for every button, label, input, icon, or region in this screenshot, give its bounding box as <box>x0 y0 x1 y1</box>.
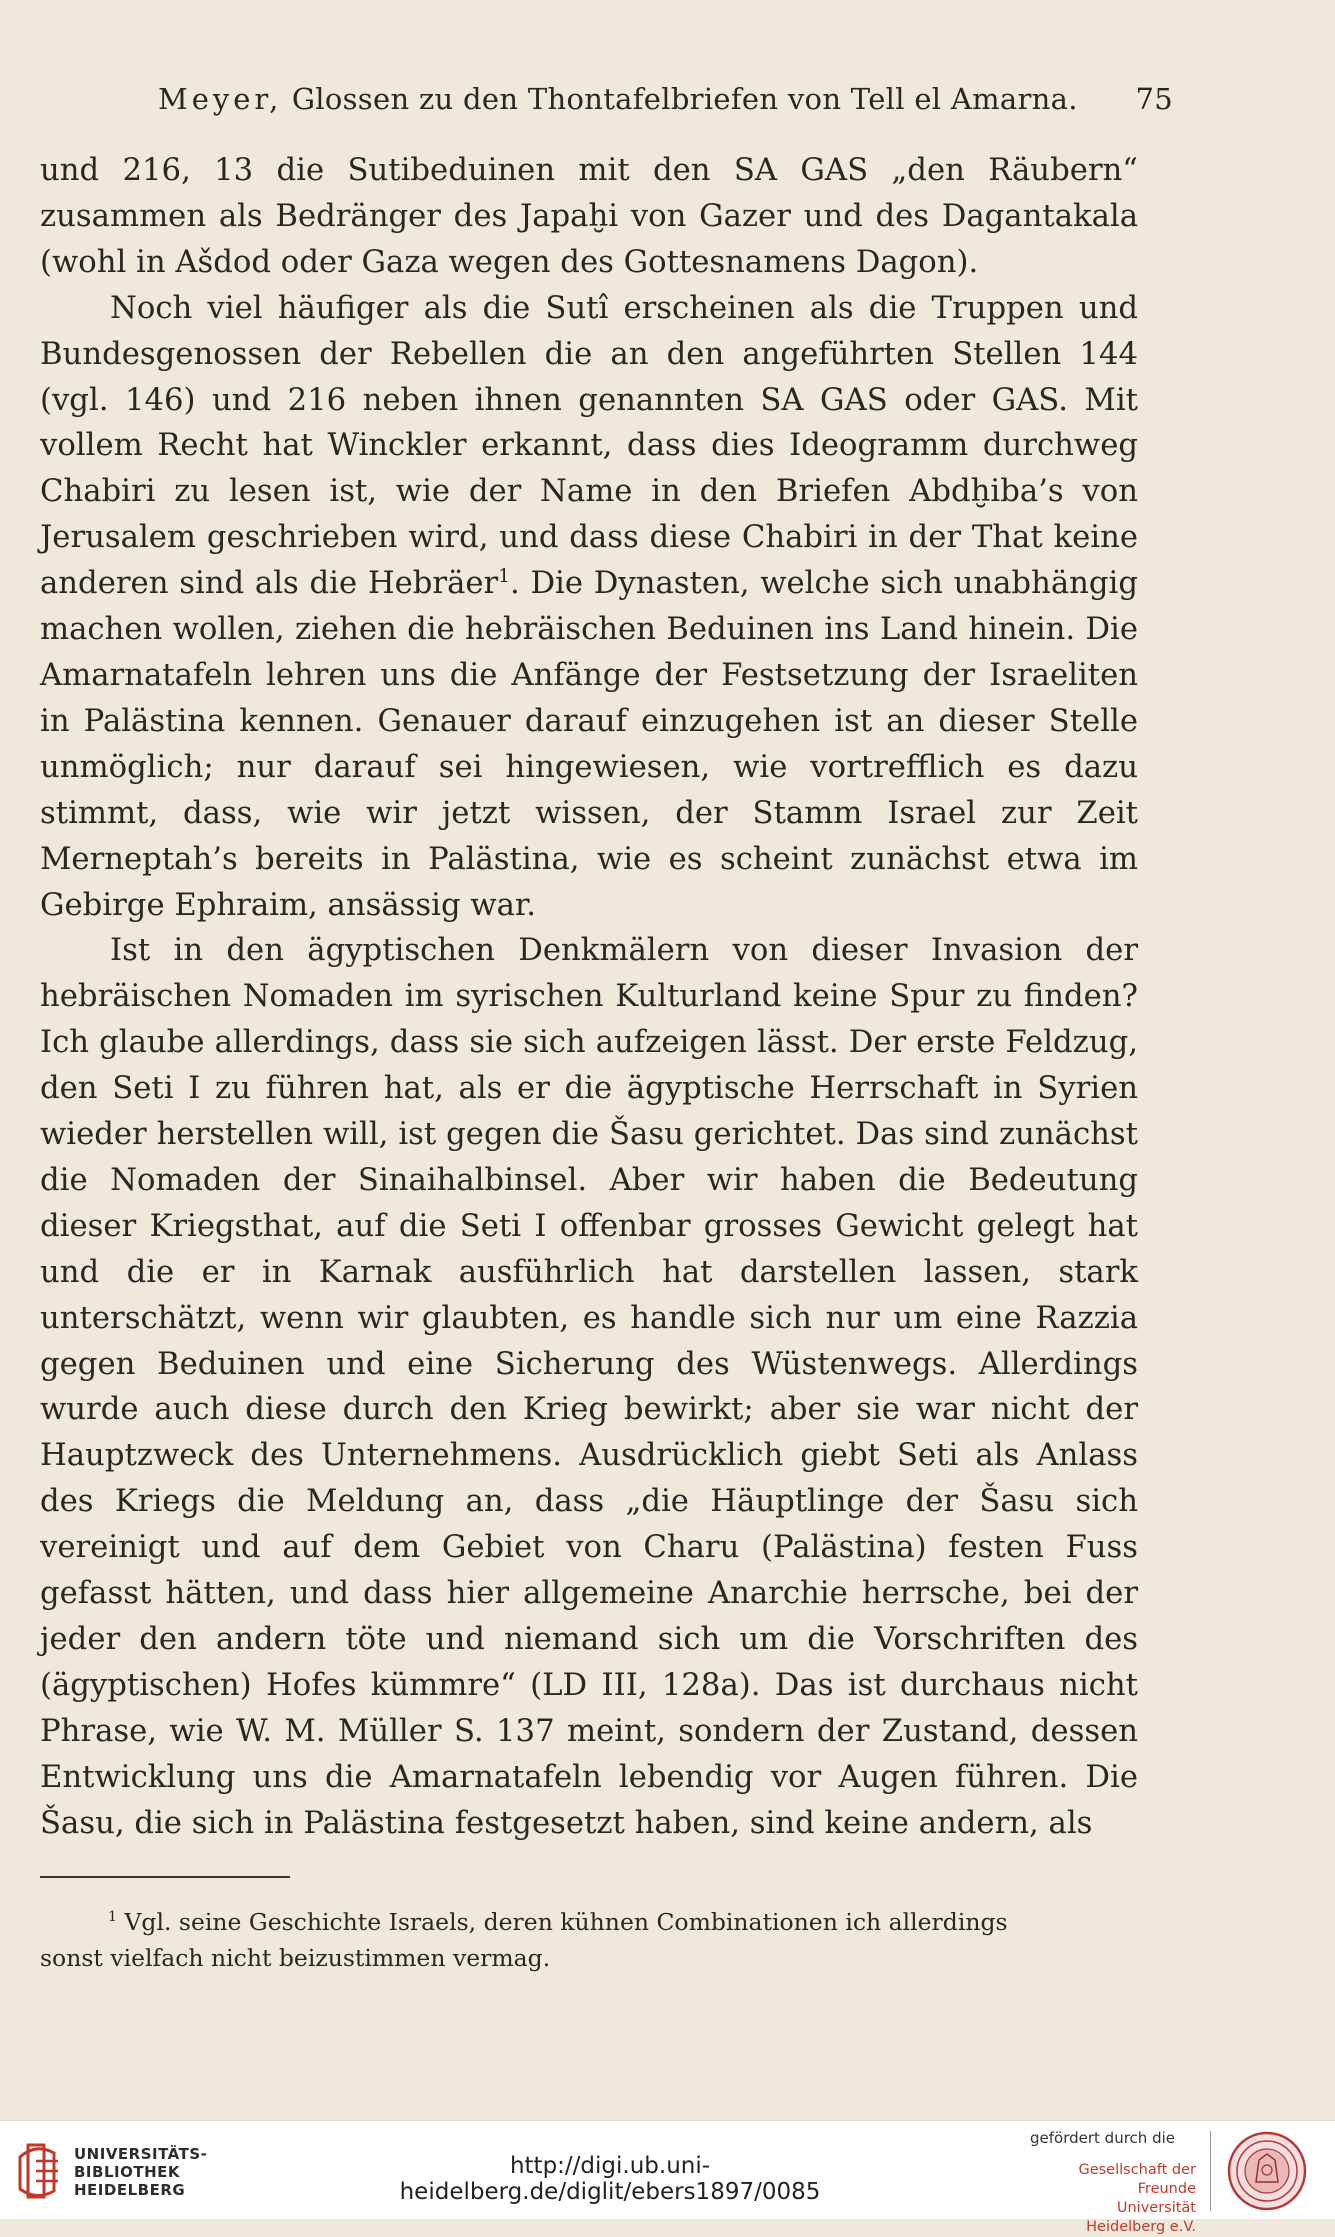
paragraph-3: Ist in den ägyptischen Denkmälern von dieser Invasion der hebräischen Nomaden im syrischen Kulturland keine Spur zu finden? Ich glaube allerdings, dass sie sich aufzeigen lässt. Der erste Feldzug, den Seti I zu führen hat, als er die ägyptische Herrschaft in Syrien wieder herstellen will, ist gegen die Šasu gerichtet. Das sind zunächst die Nomaden der Sinaihalbinsel. Aber wir haben die Bedeutung dieser Kriegsthat, auf die Seti I offenbar grosses Gewicht gelegt hat und die er in Karnak ausführlich hat darstellen lassen, stark unterschätzt, wenn wir glaubten, es handle sich nur um eine Razzia gegen Beduinen und eine Sicherung des Wüstenwegs. Allerdings wurde auch diese durch den Krieg bewirkt; aber sie war nicht der Hauptzweck des Unternehmens. Ausdrücklich giebt Seti als Anlass des Kriegs die Meldung an, dass „die Häuptlinge der Šasu sich vereinigt und auf dem Gebiet von Charu (Palästina) festen Fuss gefasst hätten, und dass hier allgemeine Anarchie herrsche, bei der jeder den andern töte und niemand sich um die Vorschriften des (ägyptischen) Hofes kümmre“ (LD III, 128a). Das ist durchaus nicht Phrase, wie W. M. Müller S. 137 meint, sondern der Zustand, dessen Entwicklung uns die Amarnatafeln lebendig vor Augen führen. Die Šasu, die sich in Palästina festgesetzt haben, sind keine andern, als <box>40 933 1138 1841</box>
running-head <box>158 74 1173 124</box>
ub-heidelberg-logo-icon <box>14 2139 66 2203</box>
university-seal-icon <box>1226 2130 1308 2212</box>
footnote-line-1 <box>40 1904 1138 1940</box>
digitization-footer <box>0 2120 1335 2235</box>
running-head-author: Meyer, <box>158 82 283 116</box>
library-name <box>74 2145 207 2199</box>
library-name-line-1: UNIVERSITÄTS- <box>74 2145 208 2163</box>
body-text <box>40 148 1138 1847</box>
library-name-line-2: BIBLIOTHEK <box>74 2163 180 2181</box>
running-head-text: Glossen zu den Thontafelbriefen von Tell el Amarna. <box>291 82 1078 116</box>
sponsor-name-line-2: Universität Heidelberg e.V. <box>1086 2200 1196 2235</box>
footnote-line-2: sonst vielfach nicht beizustimmen vermag. <box>40 1944 551 1972</box>
sponsor-caption: gefördert durch die <box>1030 2129 1175 2147</box>
footnote-reference[interactable]: 1 <box>498 565 510 587</box>
paragraph-2-part-a: Noch viel häufiger als die Sutî erscheinen als die Truppen und Bundesgenossen der Rebellen die an den angeführten Stellen 144 (vgl. 146) und 216 neben ihnen genannten SA GAS oder GAS. Mit vollem Recht hat Winckler erkannt, dass dies Ideogramm durchweg Chabiri zu lesen ist, wie der Name in den Briefen Abdḫiba’s von Jerusalem geschrieben wird, und dass diese Chabiri in der That keine anderen sind als die Hebräer <box>40 290 1138 602</box>
page-number: 75 <box>1135 82 1173 116</box>
paragraph-2 <box>40 286 1138 929</box>
footnote-marker: 1 <box>108 1909 117 1926</box>
paragraph-2-part-b: . Die Dynasten, welche sich unabhängig machen wollen, ziehen die hebräischen Beduinen ins Land hinein. Die Amarnatafeln lehren uns die Anfänge der Festsetzung der Israeliten in Palästina kennen. Genauer darauf einzugehen ist an dieser Stelle unmöglich; nur darauf sei hingewiesen, wie vortrefflich es dazu stimmt, dass, wie wir jetzt wissen, der Stamm Israel zur Zeit Merneptah’s bereits in Palästina, wie es scheint zunächst etwa im Gebirge Ephraim, ansässig war. <box>40 566 1138 923</box>
permalink-link[interactable]: http://digi.ub.uni-heidelberg.de/diglit/ebers1897/0085 <box>399 2153 821 2205</box>
sponsor-name-line-1: Gesellschaft der Freunde <box>1078 2162 1196 2197</box>
running-head-title <box>158 82 1078 116</box>
sponsor-divider <box>1210 2131 1211 2211</box>
sponsor-name <box>1034 2161 1196 2237</box>
library-name-line-3: HEIDELBERG <box>74 2181 186 2199</box>
footnote-line-1-text: Vgl. seine Geschichte Israels, deren kühnen Combinationen ich allerdings <box>124 1908 1008 1936</box>
footnote <box>40 1904 1138 1976</box>
footnote-divider <box>40 1876 290 1878</box>
paragraph-1: und 216, 13 die Sutibeduinen mit den SA GAS „den Räubern“ zusammen als Bedränger des Japaḫi von Gazer und des Dagantakala (wohl in Ašdod oder Gaza wegen des Gottesnamens Dagon). <box>40 153 1138 280</box>
